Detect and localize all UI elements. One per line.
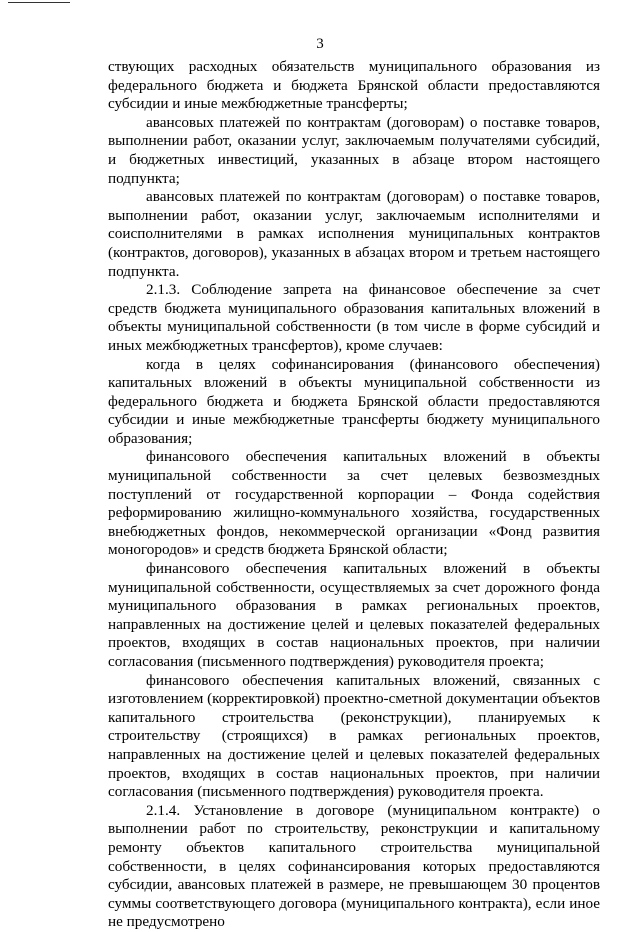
paragraph-advance-payments-contractors: авансовых платежей по контрактам (договорам) о поставке товаров, выполнении работ, оказании услуг, заключаемым исполнителями и соисполнителями в рамках исполнения муниципальных контрактов (контрактов, договоров), указанных в абзацах втором и третьем настоящего подпункта. — [108, 188, 600, 280]
paragraph-advance-payments-subsidies: авансовых платежей по контрактам (договорам) о поставке товаров, выполнении работ, оказании услуг, заключаемым получателями субсидий, и бюджетных инвестиций, указанных в абзаце втором настоящего подпункта; — [108, 113, 600, 187]
paragraph-cofinancing-case: когда в целях софинансирования (финансового обеспечения) капитальных вложений в объекты муниципальной собственности из федерального бюджета и бюджета Брянской области предоставляются субсидии и иные межбюджетные трансферты бюджету муниципального образования; — [108, 355, 600, 447]
paragraph-design-documentation-case: финансового обеспечения капитальных вложений, связанных с изготовлением (корректировкой) проектно-сметной документации объектов капитального строительства (реконструкции), планируемых к строительству (строящихся) в рамках региональных проектов, направленных на достижение целей и целевых показателей федеральных проектов, входящих в состав национальных проектов, при наличии согласования (письменного подтверждения) руководителя проекта. — [108, 671, 600, 801]
paragraph-continuation: ствующих расходных обязательств муниципального образования из федерального бюджета и бюджета Брянской области предоставляются субсидии и иные межбюджетные трансферты; — [108, 58, 600, 113]
document-body — [108, 58, 600, 932]
paragraph-2-1-3: 2.1.3. Соблюдение запрета на финансовое обеспечение за счет средств бюджета муниципального образования капитальных вложений в объекты муниципальной собственности (в том числе в форме субсидий и иных межбюджетных трансфертов), кроме случаев: — [108, 281, 600, 354]
page-number: 3 — [316, 36, 324, 52]
paragraph-fund-case: финансового обеспечения капитальных вложений в объекты муниципальной собственности за счет целевых безвозмездных поступлений от государственной корпорации – Фонда содействия реформированию жилищно-коммунального хозяйства, государственных внебюджетных фондов, некоммерческой организации «Фонд развития моногородов» и средств бюджета Брянской области; — [108, 448, 600, 559]
top-rule — [8, 2, 70, 3]
paragraph-road-fund-case: финансового обеспечения капитальных вложений в объекты муниципальной собственности, осуществляемых за счет дорожного фонда муниципального образования в рамках региональных проектов, направленных на достижение целей и целевых показателей федеральных проектов, входящих в состав национальных проектов, при наличии согласования (письменного подтверждения) руководителя проекта; — [108, 560, 600, 670]
paragraph-2-1-4: 2.1.4. Установление в договоре (муниципальном контракте) о выполнении работ по строительству, реконструкции и капитальному ремонту объектов капитального строительства муниципальной собственности, в целях софинансирования которых предоставляются субсидии, авансовых платежей в размере, не превышающем 30 процентов суммы соответствующего договора (муниципального контракта), если иное не предусмотрено — [108, 801, 600, 931]
